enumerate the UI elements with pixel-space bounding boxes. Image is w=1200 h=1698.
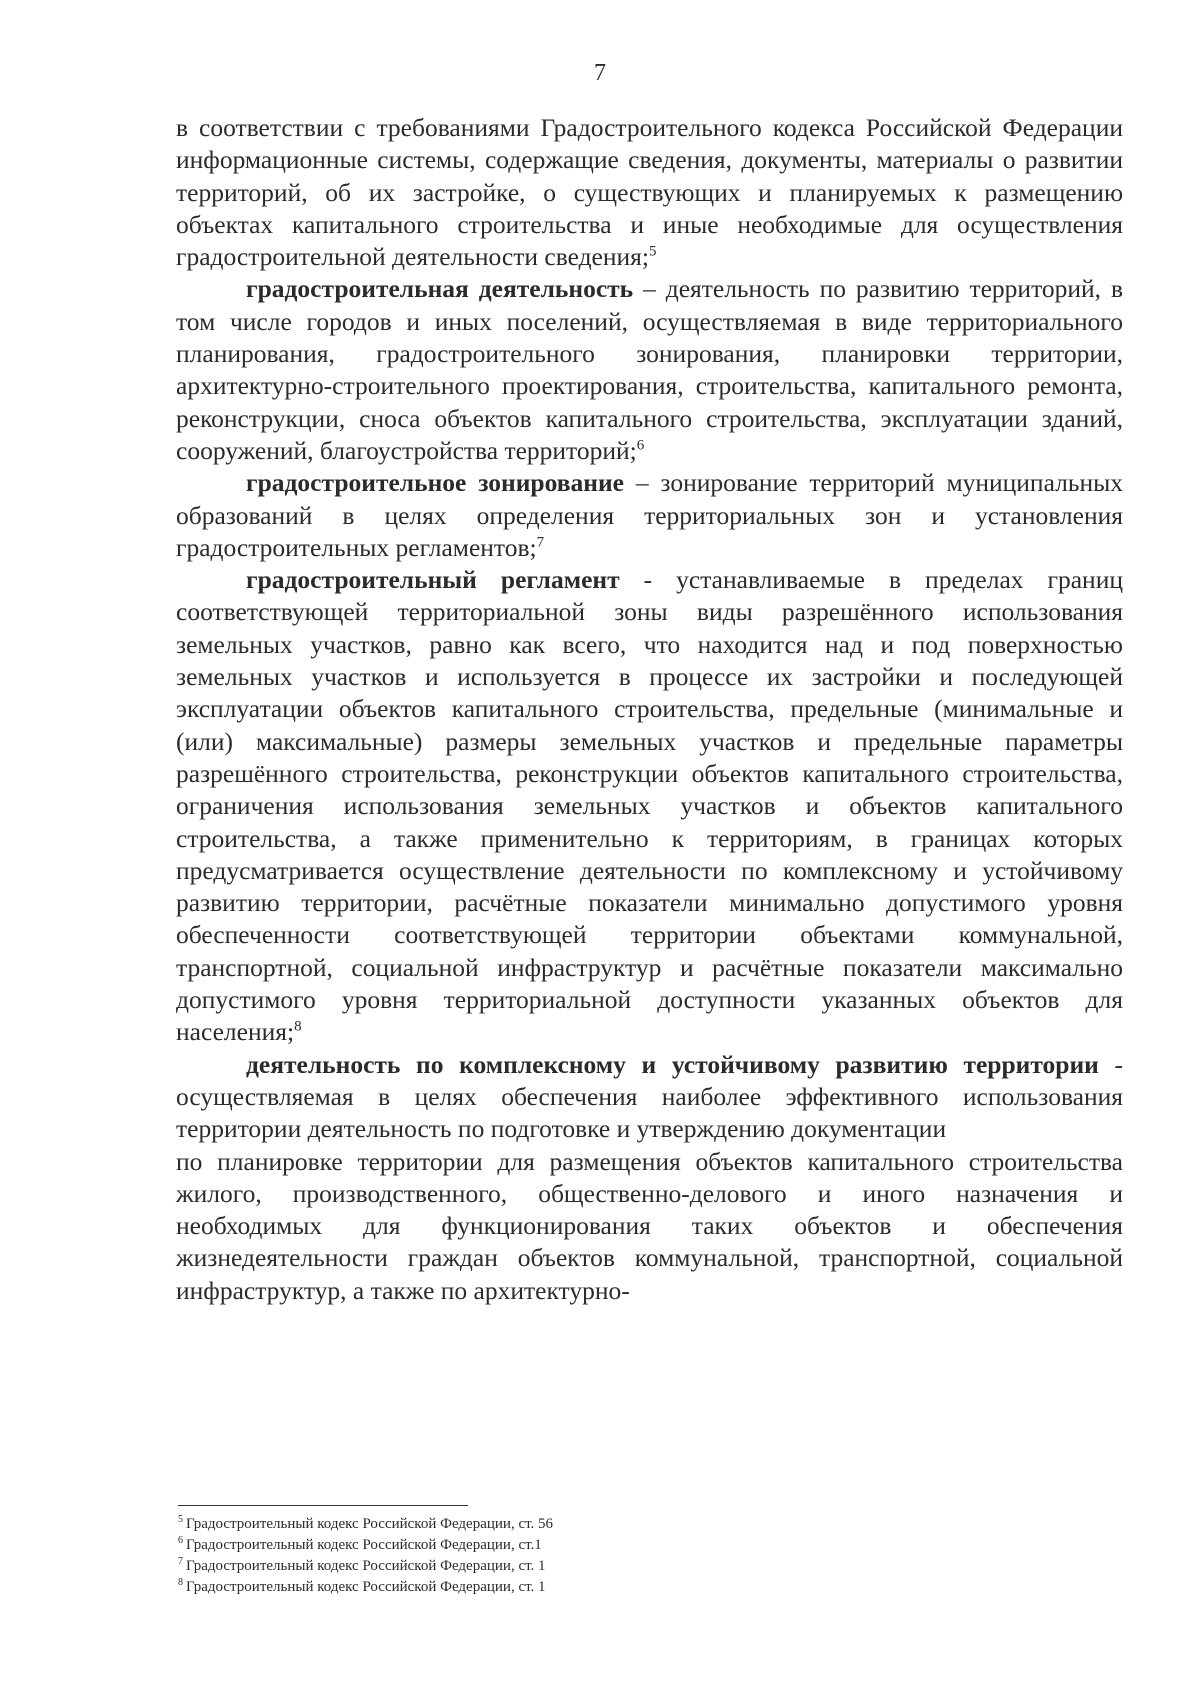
definition-term: градостроительный регламент xyxy=(246,565,620,595)
footnote-ref[interactable]: 8 xyxy=(294,1018,302,1035)
footnote-item xyxy=(178,1514,978,1535)
definition-term: деятельность по комплексному и устойчивому развитию территории xyxy=(246,1049,1099,1079)
definition-text: – деятельность по развитию территорий, в том числе городов и иных поселений, осуществляемая в виде территориального планирования, градостроительного зонирования, планировки территории, архитектурно-строительного проектирования, строительства, капитального ремонта, реконструкции, сноса объектов капитального строительства, эксплуатации зданий, сооружений, благоустройства территорий; xyxy=(176,274,1124,465)
paragraph-text: в соответствии с требованиями Градостроительного кодекса Российской Федерации информационные системы, содержащие сведения, документы, материалы о развитии территорий, об их застройке, о существующих и планируемых к размещению объектах капитального строительства и иные необходимые для осуществления градостроительной деятельности сведения; xyxy=(176,113,1123,272)
definition-term: градостроительное зонирование xyxy=(246,468,624,498)
footnote-item xyxy=(178,1556,978,1577)
definition-urban-zoning xyxy=(176,467,1123,564)
footnote-number: 8 xyxy=(178,1577,183,1588)
footnote-item xyxy=(178,1577,978,1598)
definition-urban-regulation xyxy=(176,564,1123,1048)
footnote-number: 6 xyxy=(178,1535,183,1546)
footnote-number: 7 xyxy=(178,1556,183,1567)
footnote-text: Градостроительный кодекс Российской Федерации, ст. 1 xyxy=(186,1579,546,1595)
definition-complex-development xyxy=(176,1049,1123,1146)
document-body xyxy=(176,112,1123,1307)
page-number: 7 xyxy=(594,60,606,86)
footnote-text: Градостроительный кодекс Российской Федерации, ст. 56 xyxy=(186,1516,554,1532)
footnote-text: Градостроительный кодекс Российской Федерации, ст.1 xyxy=(186,1537,542,1553)
footnote-ref[interactable]: 5 xyxy=(648,243,657,260)
footnote-divider xyxy=(178,1505,468,1506)
paragraph-information-systems xyxy=(176,112,1123,273)
footnote-text: Градостроительный кодекс Российской Федерации, ст. 1 xyxy=(186,1558,546,1574)
paragraph-continuation xyxy=(176,1146,1123,1307)
definition-urban-planning-activity xyxy=(176,273,1123,467)
definition-term: градостроительная деятельность xyxy=(246,274,634,304)
footnote-ref[interactable]: 7 xyxy=(536,534,545,551)
footnote-item xyxy=(178,1535,978,1556)
footnote-number: 5 xyxy=(178,1514,183,1525)
definition-text: - устанавливаемые в пределах границ соответствующей территориальной зоны виды разрешённого использования земельных участков, равно как всего, что находится над и под поверхностью земельных участков и используется в процессе их застройки и последующей эксплуатации объектов капитального строительства, предельные (минимальные и (или) максимальные) размеры земельных участков и предельные параметры разрешённого строительства, реконструкции объектов капитального строительства, ограничения использования земельных участков и объектов капитального строительства, а также применительно к территориям, в границах которых предусматривается осуществление деятельности по комплексному и устойчивому развитию территории, расчётные показатели минимально допустимого уровня обеспеченности соответствующей территории объектами коммунальной, транспортной, социальной инфраструктур и расчётные показатели максимально допустимого уровня территориальной доступности указанных объектов для населения; xyxy=(176,565,1123,1047)
footnotes xyxy=(178,1514,978,1598)
footnote-ref[interactable]: 6 xyxy=(636,437,645,454)
paragraph-text: по планировке территории для размещения объектов капитального строительства жилого, производственного, общественно-делового и иного назначения и необходимых для функционирования таких объектов и обеспечения жизнедеятельности граждан объектов коммунальной, транспортной, социальной инфраструктур, а также по архитектурно- xyxy=(176,1146,1123,1305)
definition-text: – зонирование территорий муниципальных образований в целях определения территориальных зон и установления градостроительных регламентов; xyxy=(176,468,1123,562)
definition-text: - осуществляемая в целях обеспечения наиболее эффективного использования территории деятельность по подготовке и утверждению документации xyxy=(176,1049,1123,1144)
